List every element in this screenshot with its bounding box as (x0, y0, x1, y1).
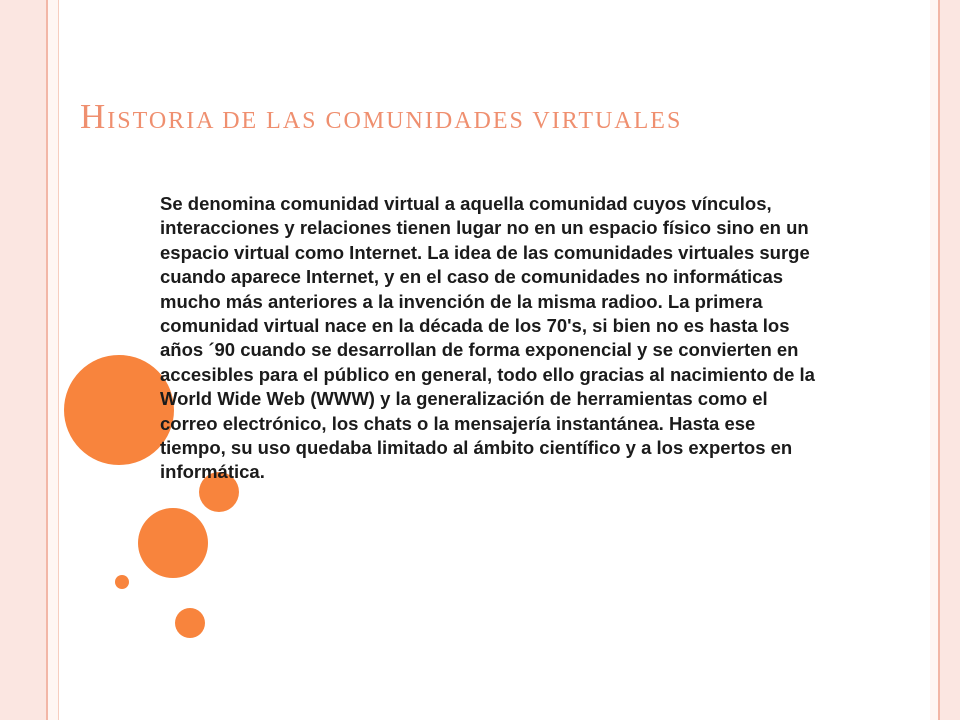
decorative-circle-large (64, 355, 174, 465)
left-decorative-stripe (0, 0, 46, 720)
right-decorative-stripe (940, 0, 960, 720)
left-decorative-thin-line (58, 0, 59, 720)
right-decorative-band (930, 0, 938, 720)
decorative-circle-tiny (115, 575, 129, 589)
slide-title: HISTORIA DE LAS COMUNIDADES VIRTUALES (80, 97, 683, 136)
left-decorative-band (48, 0, 58, 720)
decorative-circle-small (175, 608, 205, 638)
decorative-circle-medium (138, 508, 208, 578)
slide-body-text: Se denomina comunidad virtual a aquella comunidad cuyos vínculos, interacciones y relaciones tienen lugar no en un espacio físico sino en un espacio virtual como Internet. La idea de las comunidades virtuales surge cuando aparece Internet, y en el caso de comunidades no informáticas mucho más anteriores a la invención de la misma radioo. La primera comunidad virtual nace en la década de los 70's, si bien no es hasta los años ´90 cuando se desarrollan de forma exponencial y se convierten en accesibles para el público en general, todo ello gracias al nacimiento de la World Wide Web (WWW) y la generalización de herramientas como el correo electrónico, los chats o la mensajería instantánea. Hasta ese tiempo, su uso quedaba limitado al ámbito científico y a los expertos en informática. (160, 193, 815, 483)
right-decorative-line (938, 0, 940, 720)
